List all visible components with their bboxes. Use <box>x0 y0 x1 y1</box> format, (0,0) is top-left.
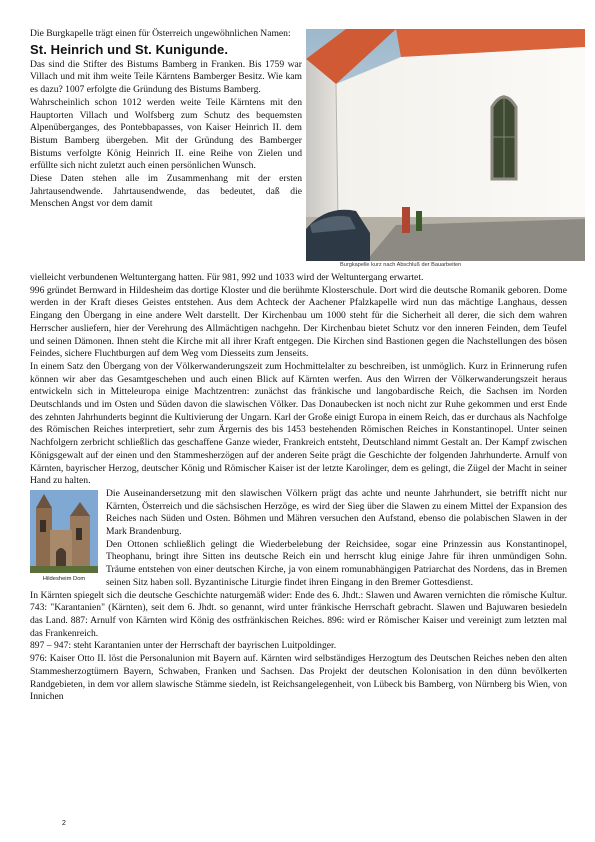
intro-paragraph-1: Das sind die Stifter des Bistums Bamberg in Franken. Bis 1759 war Villach und mit ihm weite Teile Kärntens Bamberger Besitz. Wie kam es dazu? 1007 erfolgte die Gründung des Bistums Bamberg. <box>30 58 302 96</box>
paragraph-7: Den Ottonen schließlich gelingt die Wiederbelebung der Reichsidee, sogar eine Prinzessin aus Konstantinopel, Theophanu, bringt ihre Sitten ins deutsche Reich ein und herrscht klug einige Jahre für ihren unmündigen Sohn. Träume entstehen von einer deutschen Kirche, ja von einem romunabhängigen Patriarchat des Nordens, das in Bremen seinen Sitz haben soll. Byzantinische Liturgie findet ihren Eingang in den Bremer Gottesdienst. <box>106 538 567 588</box>
page-number: 2 <box>62 820 66 827</box>
intro-column <box>30 28 302 211</box>
paragraph-5: In einem Satz den Übergang von der Völkerwanderungszeit zum Hochmittelalter zu beschreiben, ist unmöglich. Kurz in Erinnerung rufen können wir aber das Gesamtgeschehen und auch einen Blick auf Kärnten werfen. Aus den Wirren der Völkerwanderungszeit heraus entwickeln sich in Mitteleuropa einige Machtzentren: zunächst das fränkische und langobardische Reich, die Sachsen im Norden Deutschlands und im Osten und Süden davon die slawischen Völker. Das Donaubecken ist noch nicht zur Ruhe gekommen und erst Ende des zehnten Jahrhunderts beginnt die Kultivierung der Ungarn. Karl der Große einigt Europa in einem Reich, das er durchaus als Nachfolge des Römischen Reiches interpretiert, sehr zum Ärgernis des bis 1453 bestehenden Römischen Reiches in Konstantinopel. Unter seinen Nachfolgern zerbricht schließlich das geschaffene Ganze wieder, Frankreich entsteht, Deutschland nimmt Gestalt an. Der Kampf zwischen Königsgewalt auf der einen und den Stammesherzögen auf der anderen Seite prägt die Geschichte der folgenden Jahrhunderte. Arnulf von Kärnten, bayrischer Herzog, deutscher König und Römischer Kaiser ist der letzte Karolinger, dem es gelingt, die Zügel der Macht in seiner Hand zu halten. <box>30 360 567 487</box>
hildesheim-dom-caption: Hildesheim Dom <box>30 573 98 585</box>
page-title: St. Heinrich und St. Kunigunde. <box>30 41 229 57</box>
burgkapelle-caption: Burgkapelle kurz nach Abschluß der Bauarbeiten <box>340 262 462 268</box>
intro-paragraph-3-start: Diese Daten stehen alle im Zusammenhang mit der ersten Jahrtausendwende. Jahrtausendwende, das bedeutet, daß die Menschen Angst vor dem damit <box>30 173 302 210</box>
paragraph-9: 897 – 947: steht Karantanien unter der Herrschaft der bayrischen Luitpoldinger. <box>30 640 337 652</box>
paragraph-6: Die Auseinandersetzung mit den slawischen Völkern prägt das achte und neunte Jahrhundert, sie betrifft nicht nur Kärnten, Österreich und die sächsischen Herzöge, es wird der Sieg über die Slawen zu einem Mittel der Expansion des Reiches nach Süden und Osten. Böhmen und Mähren versuchen den Aufstand, ebenso die polabischen Slawen in der Mark Brandenburg. <box>106 487 567 538</box>
burgkapelle-photo <box>306 29 585 261</box>
intro-lead: Die Burgkapelle trägt einen für Österreich ungewöhnlichen Namen: <box>30 28 291 39</box>
paragraph-3-end: vielleicht verbundenen Weltuntergang hatten. Für 981, 992 und 1033 wird der Weltuntergang erwartet. <box>30 272 424 283</box>
intro-paragraph-2: Wahrscheinlich schon 1012 werden weite Teile Kärntens mit den Hauptorten Villach und Wolfsberg zum Schutz des bequemsten Alpenüberganges, des Pontebbapasses, von Kaiser Heinrich II. dem Bistum Bamberg übergeben. Mit der Gründung des Bamberger Bistums verfolgte König Heinrich II. eine Reihe von Zielen und erfüllte sich nicht zuletzt auch einen persönlichen Wunsch. <box>30 96 302 172</box>
paragraph-8: In Kärnten spiegelt sich die deutsche Geschichte naturgemäß wider: Ende des 6. Jhdt.: Slawen und Awaren vernichten die römische Kultur. 743: "Karantanien" (Kärnten), seit dem 6. Jhdt. so genannt, wird unter fränkische Herrschaft gebracht. Slawen und Bajuwaren besiedeln das Land. 887: Arnulf von Kärnten wird König des ostfränkischen Reiches. 896: wird er Römischer Kaiser und vereinigt zum letzten mal das Frankenreich. <box>30 589 567 639</box>
hildesheim-dom-photo <box>30 490 98 585</box>
main-text-flow <box>30 272 567 704</box>
burgkapelle-illustration <box>306 29 585 261</box>
hildesheim-dom-illustration <box>30 490 98 573</box>
paragraph-10: 976: Kaiser Otto II. löst die Personalunion mit Bayern auf. Kärnten wird selbständiges Herzogtum des Deutschen Reiches neben den alten Stammesherzogtümern Bayern, Schwaben, Franken und Sachsen. Das Projekt der deutschen Kolonisation in den dünn bevölkerten Randgebieten, in dem vor allem slawische Stämme siedeln, ist Reichsangelegenheit, von Lübeck bis Bamberg, von Nürnberg bis Wien, von Innichen <box>30 653 567 703</box>
paragraph-4: 996 gründet Bernward in Hildesheim das dortige Kloster und die berühmte Klosterschule. Dort wird die deutsche Romanik geboren. Dome werden in der Kraft dieses Geistes entstehen. Aus dem Achteck der Aachener Pfalzkapelle wird nun das mächtige Langhaus, dessen Eingang den Übergang in eine andere Welt darstellt. Der Kirchenbau um 1000 steht für die Sicherheit all derer, die sich dem wahren Herrscher ausliefern, hier der Verehrung des Allmächtigen nachgehn. Der Kirchenbau bietet Schutz vor den inneren Feinden, dem Teufel und seinen Dämonen. Ihnen steht die Kirche mit all ihrer Kraft entgegen. Die Kirchen sind Bastionen gegen die Nachstellungen des bösen Feindes, sichere Fluchtburgen auf dem Weg vom Diesseits zum Jenseits. <box>30 284 567 360</box>
